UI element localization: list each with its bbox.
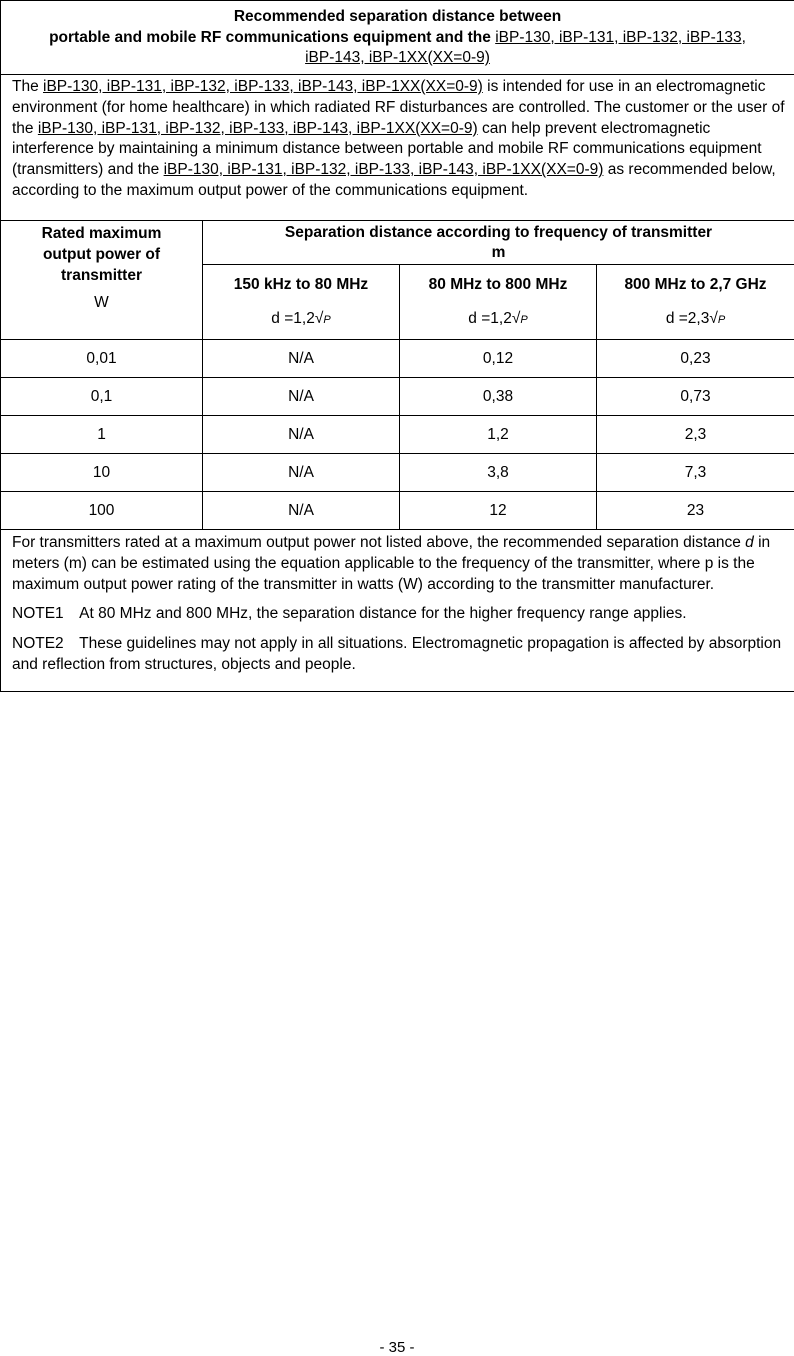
distance-cell: 0,23 [597,340,794,378]
notes-cell [1,530,794,692]
rated-power-unit: W [5,292,198,313]
power-cell: 1 [1,416,203,454]
intro-text: as recommended below, according to the maximum output power of the communications equipment. [12,161,776,199]
title-models: iBP-130, iBP-131, iBP-132, iBP-133, [495,29,746,46]
distance-cell: 23 [597,492,794,530]
formula-var: P [520,314,527,326]
distance-cell: 12 [400,492,597,530]
power-cell: 100 [1,492,203,530]
distance-cell: N/A [203,454,400,492]
notes-paragraph [12,533,784,595]
note-1: NOTE1 At 80 MHz and 800 MHz, the separation distance for the higher frequency range applies. [12,604,784,625]
title-line2: portable and mobile RF communications equipment and the [49,29,495,46]
distance-cell: N/A [203,416,400,454]
table-title [1,1,794,75]
rated-power-header [1,221,203,340]
distance-cell: 7,3 [597,454,794,492]
table-row [1,416,794,454]
table-row [1,492,794,530]
formula: d =1,2√ [468,310,520,327]
title-line1: Recommended separation distance between [234,8,561,25]
distance-cell: 3,8 [400,454,597,492]
separation-title: Separation distance according to frequency of transmitter [285,224,712,241]
distance-cell: 1,2 [400,416,597,454]
notes-text: in meters (m) can be estimated using the equation applicable to the frequency of the transmitter, where p is the maximum output power rating of the transmitter in watts (W) according to the transmitter manufacturer. [12,534,770,593]
freq-range: 80 MHz to 800 MHz [404,276,592,294]
notes-text: For transmitters rated at a maximum output power not listed above, the recommended separation distance [12,534,745,551]
freq-range: 800 MHz to 2,7 GHz [601,276,790,294]
separation-unit: m [492,244,506,261]
freq-column-header [203,265,400,340]
intro-text: can help prevent electromagnetic interference by maintaining a minimum distance between portable and mobile RF communications equipment (transmitters) and the [12,120,762,179]
title-models-cont: iBP-143, iBP-1XX(XX=0-9) [305,49,490,66]
notes-var: d [745,534,754,551]
table-row [1,340,794,378]
distance-cell: 2,3 [597,416,794,454]
power-cell: 0,1 [1,378,203,416]
distance-cell: 0,12 [400,340,597,378]
distance-cell: N/A [203,340,400,378]
table-row [1,454,794,492]
power-cell: 10 [1,454,203,492]
table-row [1,378,794,416]
separation-header [203,221,794,265]
rated-power-label: Rated maximum output power of transmitter [5,223,198,286]
note-2: NOTE2 These guidelines may not apply in all situations. Electromagnetic propagation is affected by absorption and reflection from structures, objects and people. [12,634,784,676]
intro-text: The [12,78,43,95]
formula-var: P [718,314,725,326]
intro-paragraph [1,75,794,221]
distance-cell: N/A [203,492,400,530]
page-number: - 35 - [0,1339,794,1356]
intro-models: iBP-130, iBP-131, iBP-132, iBP-133, iBP-143, iBP-1XX(XX=0-9) [43,78,483,95]
distance-cell: 0,73 [597,378,794,416]
distance-cell: 0,38 [400,378,597,416]
formula: d =2,3√ [666,310,718,327]
distance-cell: N/A [203,378,400,416]
intro-models: iBP-130, iBP-131, iBP-132, iBP-133, iBP-143, iBP-1XX(XX=0-9) [38,120,478,137]
intro-text: is intended for use in an electromagnetic environment (for home healthcare) in which radiated RF disturbances are controlled. The customer or the user of the [12,78,785,137]
power-cell: 0,01 [1,340,203,378]
freq-column-header [400,265,597,340]
formula: d =1,2√ [271,310,323,327]
freq-range: 150 kHz to 80 MHz [207,276,395,294]
freq-column-header [597,265,794,340]
intro-models: iBP-130, iBP-131, iBP-132, iBP-133, iBP-143, iBP-1XX(XX=0-9) [164,161,604,178]
formula-var: P [323,314,330,326]
